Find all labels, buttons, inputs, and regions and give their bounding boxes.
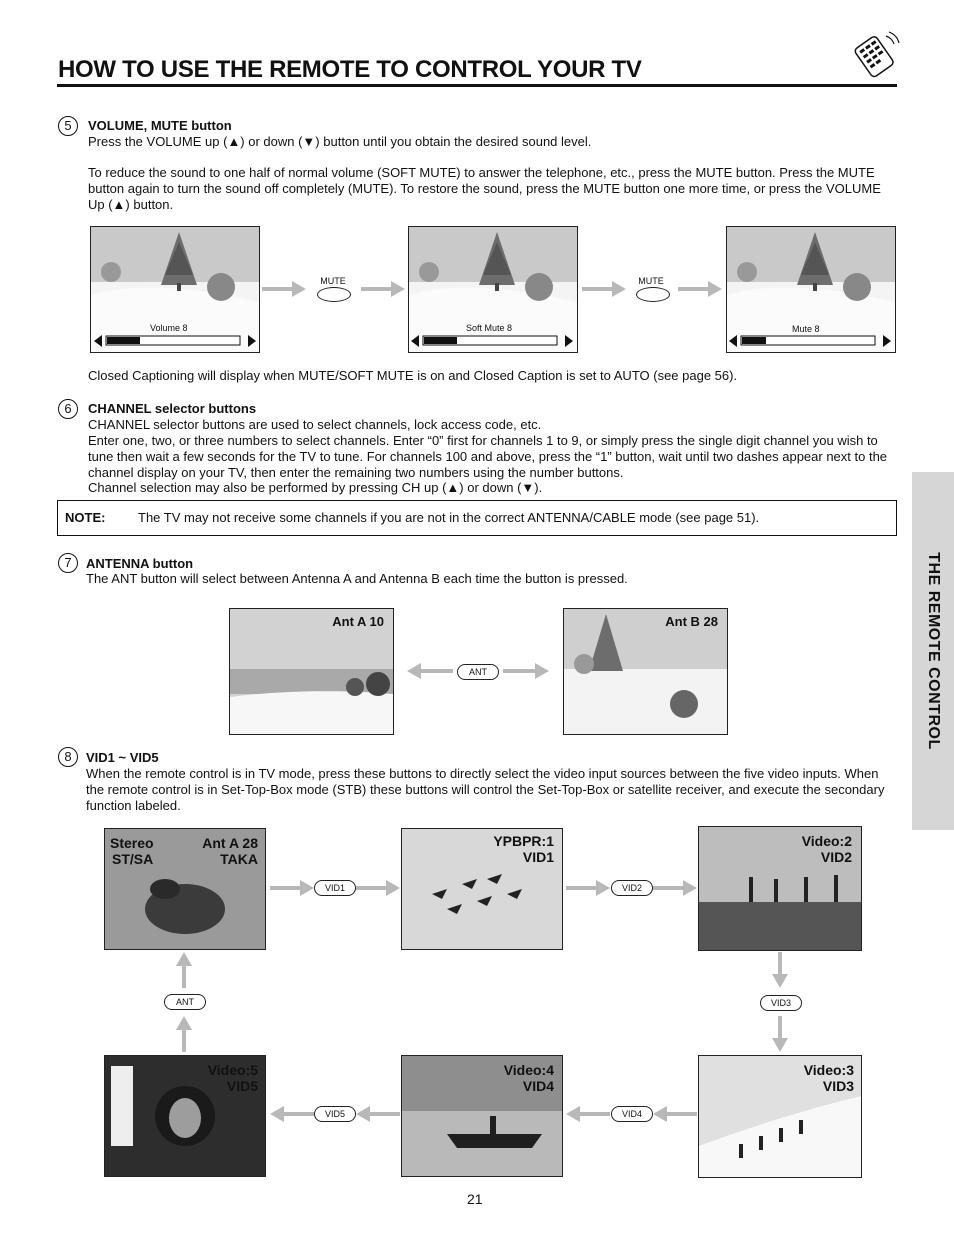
- mute-button-1[interactable]: [317, 287, 351, 302]
- arrow-right-icon: [262, 281, 306, 297]
- osd-vid3: VID3: [822, 1078, 854, 1094]
- channel-heading: CHANNEL selector buttons: [88, 401, 257, 416]
- osd-video2: Video:2: [801, 833, 852, 849]
- osd-vid1: VID1: [522, 849, 554, 865]
- vid-text: When the remote control is in TV mode, press these buttons to directly select the video input sources between the five video inputs. When the remote control is in Set-Top-Box mode (STB) these buttons will control the Set-Top-Box or satellite receiver, and execute the secondary function labeled.: [86, 766, 885, 813]
- arrow-right-icon: [361, 281, 405, 297]
- vid5-button[interactable]: VID5: [314, 1106, 356, 1122]
- arrow-left-icon: [653, 1106, 697, 1122]
- section-number-8: 8: [58, 747, 78, 767]
- arrow-right-icon: [653, 880, 697, 896]
- double-arrow-icon: [503, 663, 549, 679]
- section-number-6: 6: [58, 399, 78, 419]
- osd-ant-a-28: Ant A 28: [202, 835, 258, 851]
- arrow-right-icon: [678, 281, 722, 297]
- osd-mute-label: Mute 8: [792, 324, 820, 334]
- osd-ant-b: Ant B 28: [665, 614, 718, 629]
- vid2-button[interactable]: VID2: [611, 880, 653, 896]
- arrow-right-icon: [270, 880, 314, 896]
- channel-text-2: Enter one, two, or three numbers to select channels. Enter “0” first for channels 1 to 9, or simply press the single digit channel you wish to tune then wait a few seconds for the TV to tune. For channels 100 and above, press the “1” button, wait until two dashes appear next to the channel display on your TV, then enter the remaining two numbers using the number buttons.: [88, 433, 888, 480]
- arrow-down-icon: [772, 1016, 788, 1052]
- title-rule: [57, 84, 897, 87]
- volume-text: Press the VOLUME up (▲) or down (▼) button until you obtain the desired sound level.: [88, 134, 592, 149]
- mute-button-label-2: MUTE: [638, 276, 664, 286]
- volume-bar-1: [94, 334, 256, 348]
- osd-st-sa: ST/SA: [112, 851, 154, 867]
- osd-vid5: VID5: [226, 1078, 258, 1094]
- osd-soft-mute-label: Soft Mute 8: [466, 323, 513, 333]
- volume-level-fill-2: [424, 337, 457, 344]
- ant-button-2[interactable]: ANT: [164, 994, 206, 1010]
- side-tab: [912, 472, 954, 830]
- mute-button-label-1: MUTE: [320, 276, 346, 286]
- side-tab-label: THE REMOTE CONTROL: [925, 552, 942, 750]
- double-arrow-icon: [407, 663, 453, 679]
- volume-bar-2: [411, 334, 573, 348]
- mute-text: To reduce the sound to one half of normal volume (SOFT MUTE) to answer the telephone, etc., press the MUTE button. Press the MUTE button again to turn the sound off completely (MUTE). To restore the sound, press the MUTE button one more time, or press the VOLUME Up (▲) button.: [88, 165, 881, 212]
- volume-mute-heading: VOLUME, MUTE button: [88, 118, 232, 133]
- section-number-7: 7: [58, 553, 78, 573]
- antenna-heading: ANTENNA button: [86, 556, 194, 571]
- ant-button[interactable]: ANT: [457, 664, 499, 680]
- arrow-up-icon: [176, 1016, 192, 1052]
- arrow-right-icon: [582, 281, 626, 297]
- osd-vid2: VID2: [820, 849, 852, 865]
- page-title: HOW TO USE THE REMOTE TO CONTROL YOUR TV: [58, 56, 642, 83]
- remote-control-icon: [846, 30, 900, 80]
- vid4-button[interactable]: VID4: [611, 1106, 653, 1122]
- closed-caption-note: Closed Captioning will display when MUTE/SOFT MUTE is on and Closed Caption is set to AUTO (see page 56).: [88, 368, 738, 383]
- osd-video5: Video:5: [207, 1062, 258, 1078]
- volume-bar-3: [729, 334, 891, 348]
- osd-vid4: VID4: [522, 1078, 554, 1094]
- arrow-left-icon: [356, 1106, 400, 1122]
- osd-video4: Video:4: [503, 1062, 554, 1078]
- mute-button-2[interactable]: [636, 287, 670, 302]
- arrow-right-icon: [566, 880, 610, 896]
- arrow-down-icon: [772, 952, 788, 988]
- vid-heading: VID1 ~ VID5: [86, 750, 159, 765]
- antenna-text: The ANT button will select between Antenna A and Antenna B each time the button is pressed.: [86, 571, 628, 586]
- section-number-5: 5: [58, 116, 78, 136]
- channel-text-1: CHANNEL selector buttons are used to select channels, lock access code, etc.: [88, 417, 542, 432]
- osd-ypbpr1: YPBPR:1: [493, 833, 554, 849]
- osd-volume-label: Volume 8: [150, 323, 188, 333]
- osd-stereo: Stereo: [110, 835, 154, 851]
- arrow-right-icon: [356, 880, 400, 896]
- osd-taka: TAKA: [220, 851, 258, 867]
- arrow-left-icon: [566, 1106, 610, 1122]
- channel-text-3: Channel selection may also be performed by pressing CH up (▲) or down (▼).: [88, 480, 543, 495]
- osd-video3: Video:3: [803, 1062, 854, 1078]
- volume-level-fill-1: [107, 337, 140, 344]
- arrow-left-icon: [270, 1106, 314, 1122]
- page-number: 21: [467, 1191, 483, 1207]
- note-text: The TV may not receive some channels if you are not in the correct ANTENNA/CABLE mode (see page 51).: [138, 510, 760, 525]
- volume-bar-svg-1: [94, 334, 256, 348]
- note-box: [57, 500, 897, 536]
- volume-level-fill-3: [742, 337, 766, 344]
- vid1-button[interactable]: VID1: [314, 880, 356, 896]
- osd-ant-a: Ant A 10: [332, 614, 384, 629]
- vid3-button[interactable]: VID3: [760, 995, 802, 1011]
- arrow-up-icon: [176, 952, 192, 988]
- note-label: NOTE:: [65, 510, 106, 525]
